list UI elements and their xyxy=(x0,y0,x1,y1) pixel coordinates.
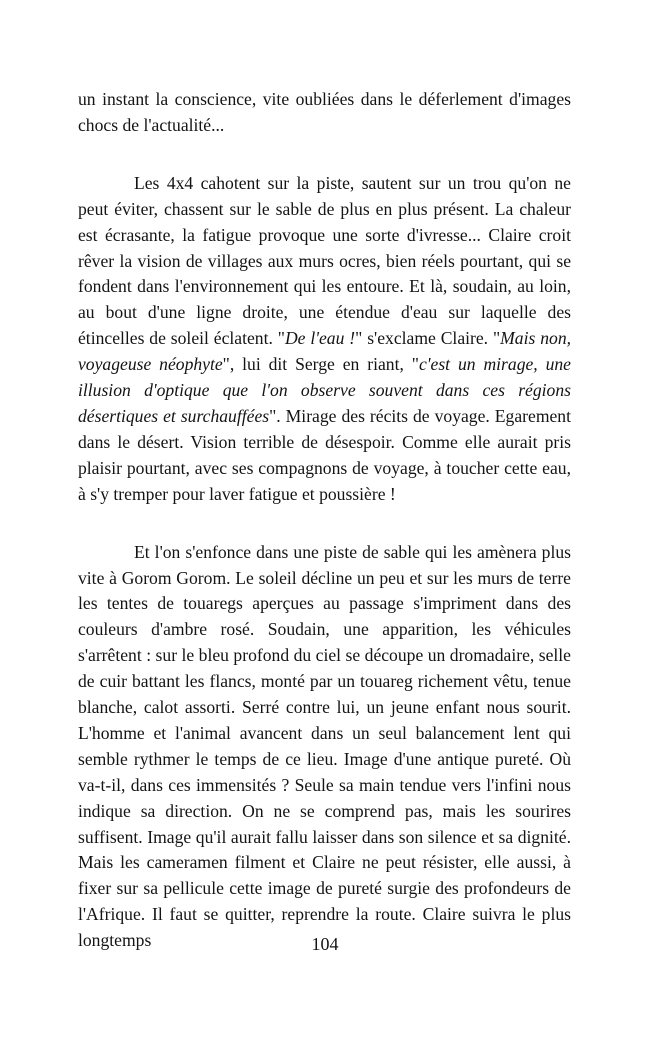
paragraph-2-text-2: " s'exclame Claire. " xyxy=(355,328,501,349)
paragraph-2-text-4: ". Mirage des récits de voyage. Egarement dans le désert. Vision terrible de désespoir. Comme elle aurait pris plaisir pourtant, avec ses compagnons de voyage, à toucher cette eau, à s'y tremper pour laver fatigue et poussière ! xyxy=(78,405,571,504)
paragraph-2-italic-3: c'est un mirage, une illusion d'optique que l'on observe souvent dans ces régions désertiques et surchauffées xyxy=(78,354,571,426)
paragraph-2 xyxy=(78,171,571,508)
paragraph-3: Et l'on s'enfonce dans une piste de sable qui les amènera plus vite à Gorom Gorom. Le soleil décline un peu et sur les murs de terre les tentes de touaregs aperçues au passage s'impriment dans des couleurs d'ambre rosé. Soudain, une apparition, les véhicules s'arrêtent : sur le bleu profond du ciel se découpe un dromadaire, selle de cuir battant les flancs, monté par un touareg richement vêtu, tenue blanche, calot assorti. Serré contre lui, un jeune enfant nous sourit. L'homme et l'animal avancent dans un seul balancement lent qui semble rythmer le temps de ce lieu. Image d'une antique pureté. Où va-t-il, dans ces immensités ? Seule sa main tendue vers l'infini nous indique sa direction. On ne se comprend pas, mais les sourires suffisent. Image qu'il aurait fallu laisser dans son silence et sa dignité. Mais les cameramen filment et Claire ne peut résister, elle aussi, à fixer sur sa pellicule cette image de pureté surgie des profondeurs de l'Afrique. Il faut se quitter, reprendre la route. Claire suivra le plus longtemps xyxy=(78,541,571,951)
paragraph-2-text-1: Les 4x4 cahotent sur la piste, sautent sur un trou qu'on ne peut éviter, chassent sur le sable de plus en plus présent. La chaleur est écrasante, la fatigue provoque une sorte d'ivresse... Claire croit rêver la vision de villages aux murs ocres, bien réels pourtant, qui se fondent dans l'environnement qui les entoure. Et là, soudain, au loin, au bout d'une ligne droite, une étendue d'eau sur laquelle des étincelles de soleil éclatent. " xyxy=(78,172,571,349)
page-body xyxy=(78,87,571,954)
paragraph-2-text-3: ", lui dit Serge en riant, " xyxy=(222,354,419,375)
paragraph-2-italic-1: De l'eau ! xyxy=(284,328,356,349)
page-number: 104 xyxy=(311,934,339,954)
paragraph-2-italic-2: Mais non, voyageuse néophyte xyxy=(78,328,572,375)
paragraph-1: un instant la conscience, vite oubliées dans le déferlement d'images chocs de l'actualité... xyxy=(78,89,571,135)
